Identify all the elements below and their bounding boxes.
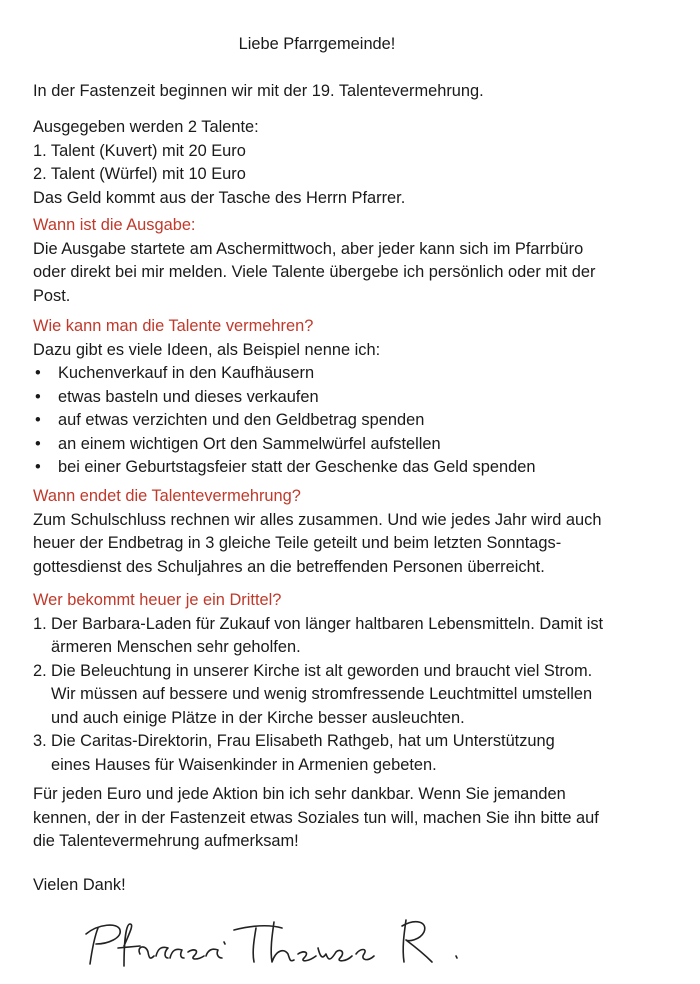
list-item: • an einem wichtigen Ort den Sammelwürfel aufstellen <box>33 433 683 457</box>
closing-line: kennen, der in der Fastenzeit etwas Soziales tun will, machen Sie ihn bitte auf <box>33 808 599 827</box>
section-line: Zum Schulschluss rechnen wir alles zusammen. Und wie jedes Jahr wird auch <box>33 510 602 529</box>
section-line: Post. <box>33 286 71 305</box>
section-line: oder direkt bei mir melden. Viele Talente übergebe ich persönlich oder mit der <box>33 263 596 281</box>
section-vermehren <box>33 315 683 480</box>
recipients-list <box>33 613 683 778</box>
item-number: 1. <box>33 614 47 633</box>
section-heading: Wann endet die Talentevermehrung? <box>33 487 301 505</box>
section-ende <box>33 485 683 579</box>
list-item <box>33 613 683 660</box>
section-line: Die Ausgabe startete am Aschermittwoch, aber jeder kann sich im Pfarrbüro <box>33 239 584 258</box>
item-number: 2. <box>33 661 47 680</box>
list-item: • auf etwas verzichten und den Geldbetrag spenden <box>33 409 683 433</box>
letter-title: Liebe Pfarrgemeinde! <box>238 35 396 53</box>
section-heading: Wer bekommt heuer je ein Drittel? <box>33 591 282 609</box>
talents-block <box>33 116 683 210</box>
handwritten-signature <box>84 912 474 972</box>
list-item <box>33 660 683 731</box>
item-line: eines Hauses für Waisenkinder in Armenien gebeten. <box>51 755 437 774</box>
list-item: • Kuchenverkauf in den Kaufhäusern <box>33 362 683 386</box>
section-line: heuer der Endbetrag in 3 gleiche Teile geteilt und beim letzten Sonntags- <box>33 534 562 552</box>
list-item <box>33 730 683 777</box>
talent-item-1: 1. Talent (Kuvert) mit 20 Euro <box>33 141 246 160</box>
closing-line: die Talentevermehrung aufmerksam! <box>33 832 299 850</box>
item-line: Die Caritas-Direktorin, Frau Elisabeth Rathgeb, hat um Unterstützung <box>51 732 555 750</box>
section-drittel <box>33 589 683 777</box>
list-item: • etwas basteln und dieses verkaufen <box>33 386 683 410</box>
closing-line: Für jeden Euro und jede Aktion bin ich sehr dankbar. Wenn Sie jemanden <box>33 785 566 803</box>
item-line: ärmeren Menschen sehr geholfen. <box>51 638 301 656</box>
section-heading: Wann ist die Ausgabe: <box>33 216 196 234</box>
ideas-list <box>33 362 683 480</box>
talents-lead: Ausgegeben werden 2 Talente: <box>33 118 259 136</box>
talent-item-2: 2. Talent (Würfel) mit 10 Euro <box>33 165 246 183</box>
section-ausgabe <box>33 214 683 308</box>
talents-note: Das Geld kommt aus der Tasche des Herrn Pfarrer. <box>33 188 406 207</box>
intro-text: In der Fastenzeit beginnen wir mit der 19. Talentevermehrung. <box>33 82 484 100</box>
item-line: und auch einige Plätze in der Kirche besser ausleuchten. <box>51 708 465 727</box>
section-line: gottesdienst des Schuljahres an die betreffenden Personen überreicht. <box>33 557 545 576</box>
list-item: • bei einer Geburtstagsfeier statt der Geschenke das Geld spenden <box>33 456 683 480</box>
item-line: Wir müssen auf bessere und wenig stromfressende Leuchtmittel umstellen <box>51 685 593 703</box>
section-heading: Wie kann man die Talente vermehren? <box>33 317 314 335</box>
thanks-text: Vielen Dank! <box>33 876 126 894</box>
section-lead: Dazu gibt es viele Ideen, als Beispiel nenne ich: <box>33 340 381 359</box>
item-line: Die Beleuchtung in unserer Kirche ist alt geworden und braucht viel Strom. <box>51 661 593 680</box>
item-line: Der Barbara-Laden für Zukauf von länger haltbaren Lebensmitteln. Damit ist <box>51 614 604 633</box>
closing-paragraph <box>33 783 683 854</box>
item-number: 3. <box>33 732 47 750</box>
